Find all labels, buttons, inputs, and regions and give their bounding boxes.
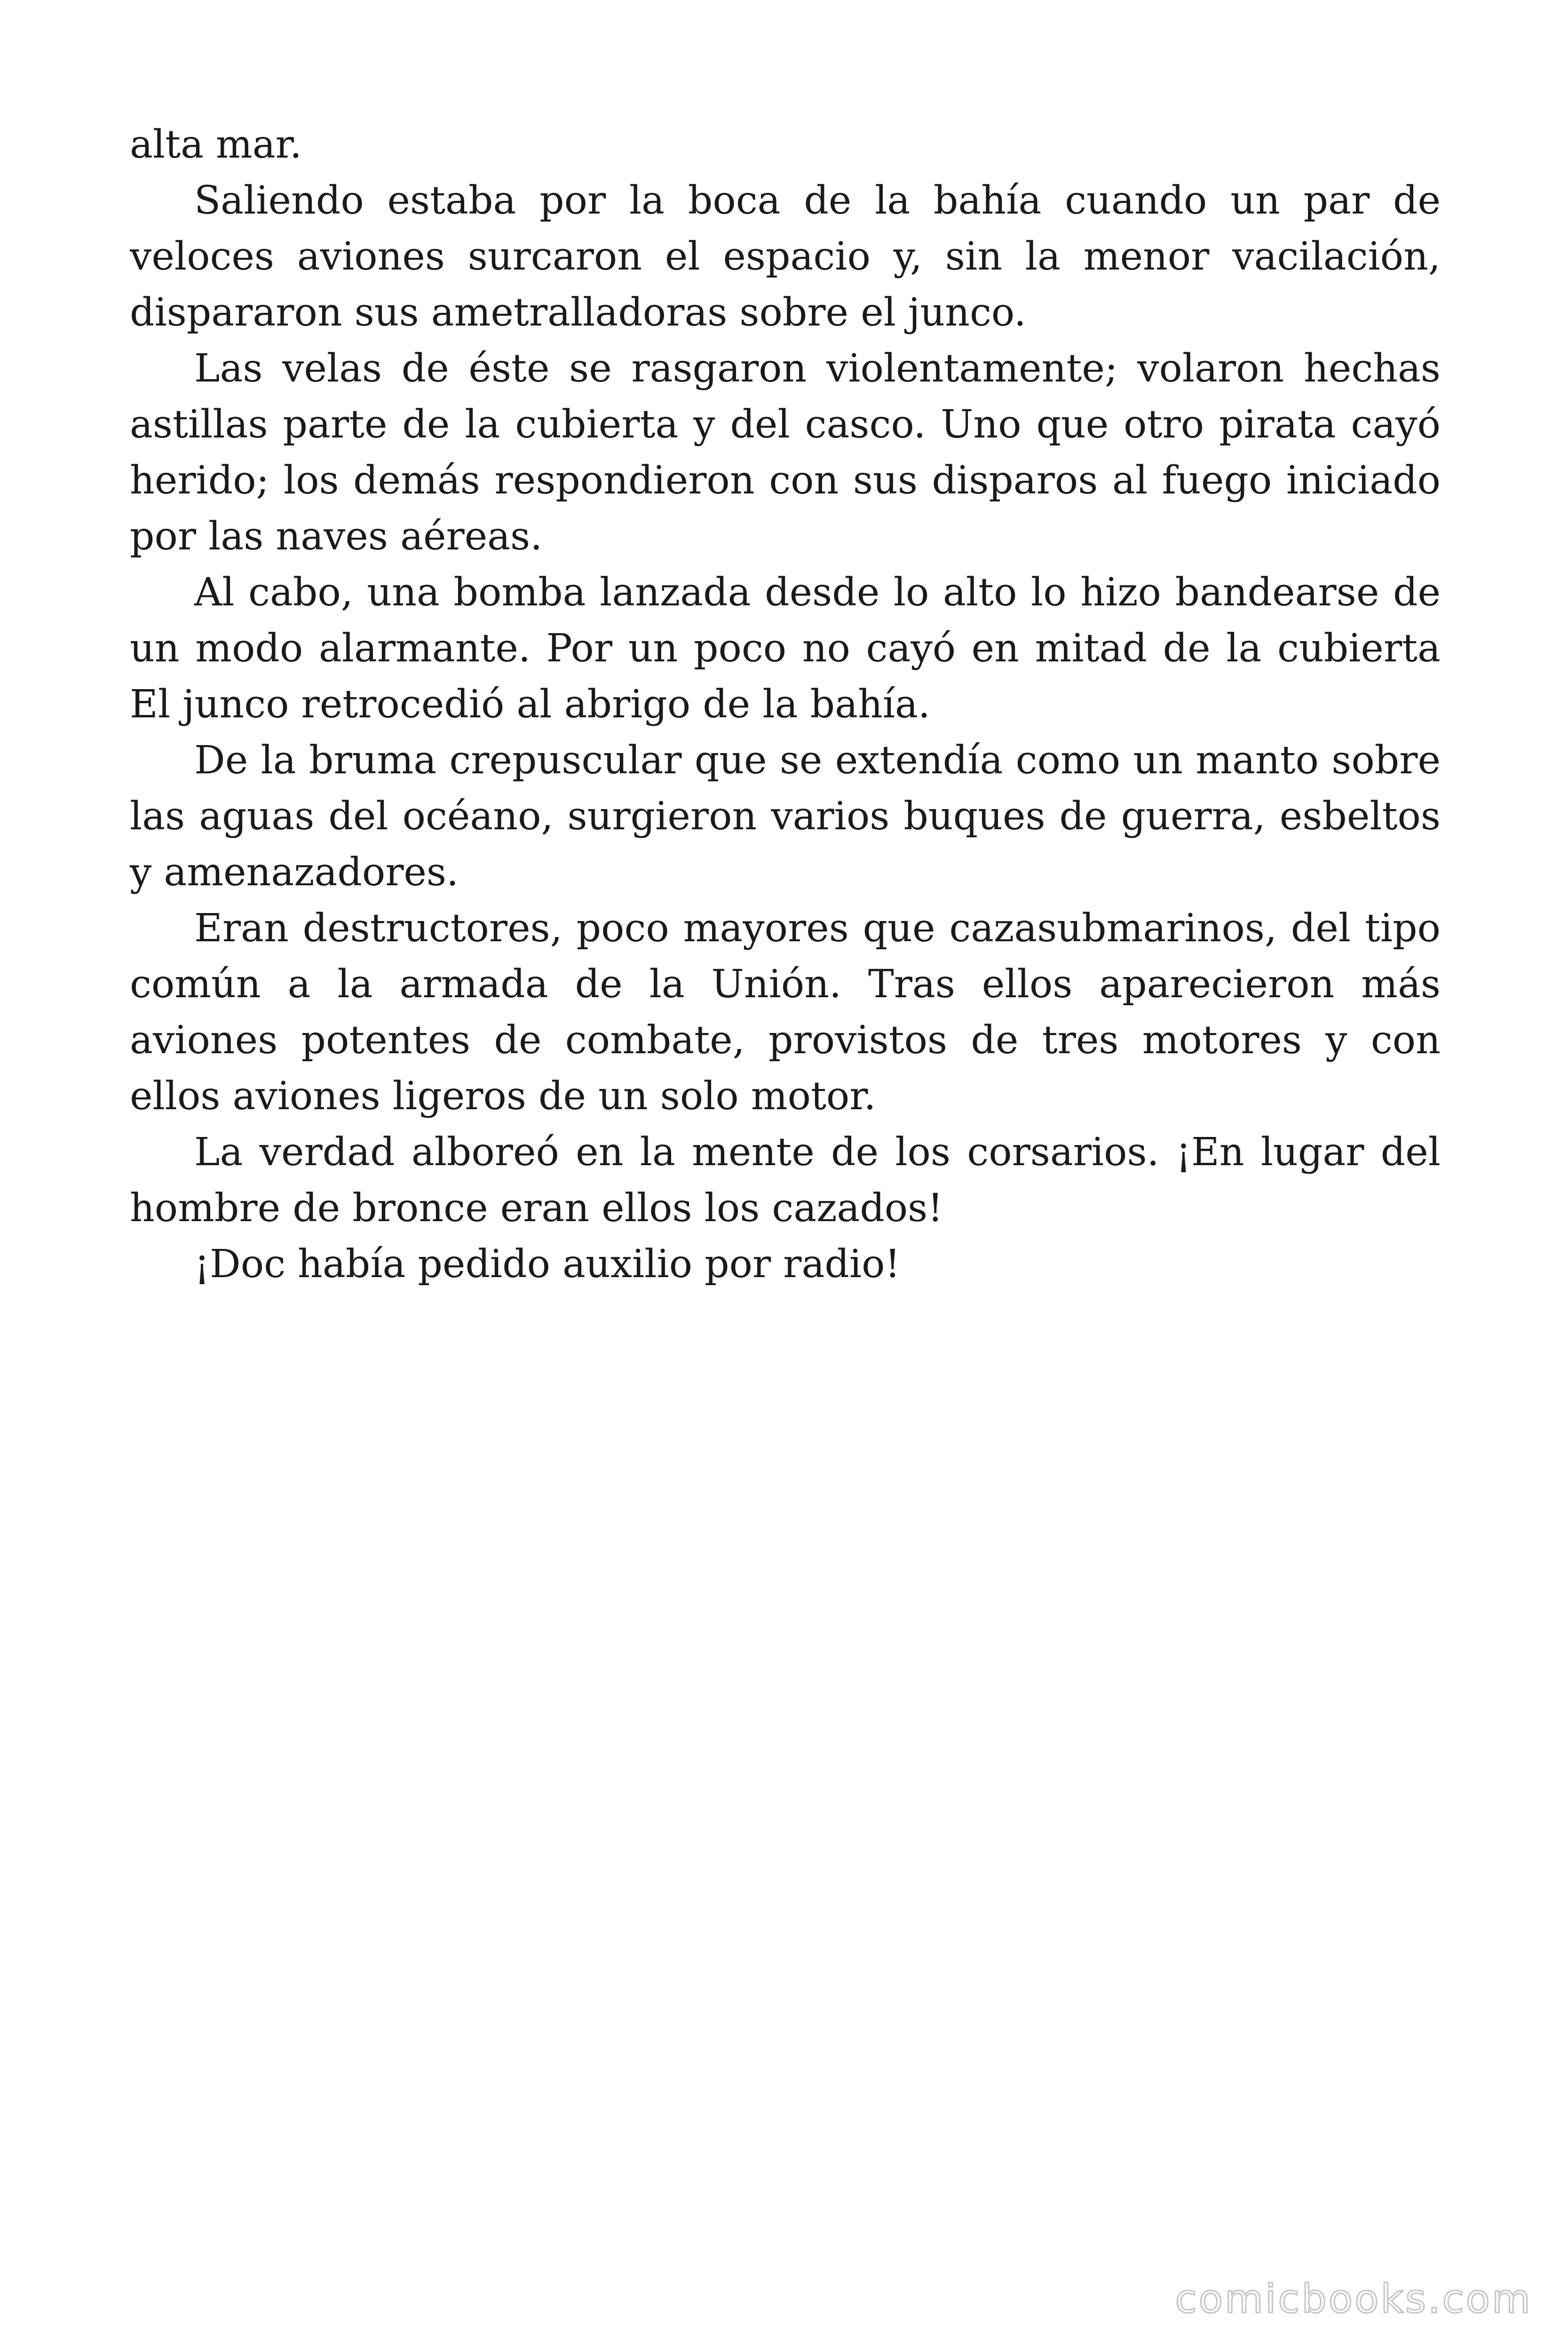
watermark: comicbooks.com <box>1175 2276 1532 2322</box>
paragraph: Las velas de éste se rasgaron violentamente; volaron hechas astillas parte de la cubierta y del casco. Uno que otro pirata cayó herido; los demás respondieron con sus disparos al fuego iniciado por las naves aéreas. <box>130 346 1441 559</box>
body-text <box>130 117 1441 1292</box>
paragraph: Eran destructores, poco mayores que cazasubmarinos, del tipo común a la armada de la Unión. Tras ellos aparecieron más aviones potentes de combate, provistos de tres motores y con ellos aviones ligeros de un solo motor. <box>130 906 1441 1119</box>
paragraph: La verdad alboreó en la mente de los corsarios. ¡En lugar del hombre de bronce eran ellos los cazados! <box>130 1130 1441 1231</box>
paragraph: Saliendo estaba por la boca de la bahía cuando un par de veloces aviones surcaron el espacio y, sin la menor vacilación, dispararon sus ametralladoras sobre el junco. <box>130 178 1441 335</box>
paragraph: alta mar. <box>130 122 302 167</box>
paragraph: De la bruma crepuscular que se extendía como un manto sobre las aguas del océano, surgieron varios buques de guerra, esbeltos y amenazadores. <box>130 738 1441 895</box>
paragraph: Al cabo, una bomba lanzada desde lo alto lo hizo bandearse de un modo alarmante. Por un poco no cayó en mitad de la cubierta El junco retrocedió al abrigo de la bahía. <box>130 570 1441 727</box>
paragraph: ¡Doc había pedido auxilio por radio! <box>194 1242 901 1287</box>
